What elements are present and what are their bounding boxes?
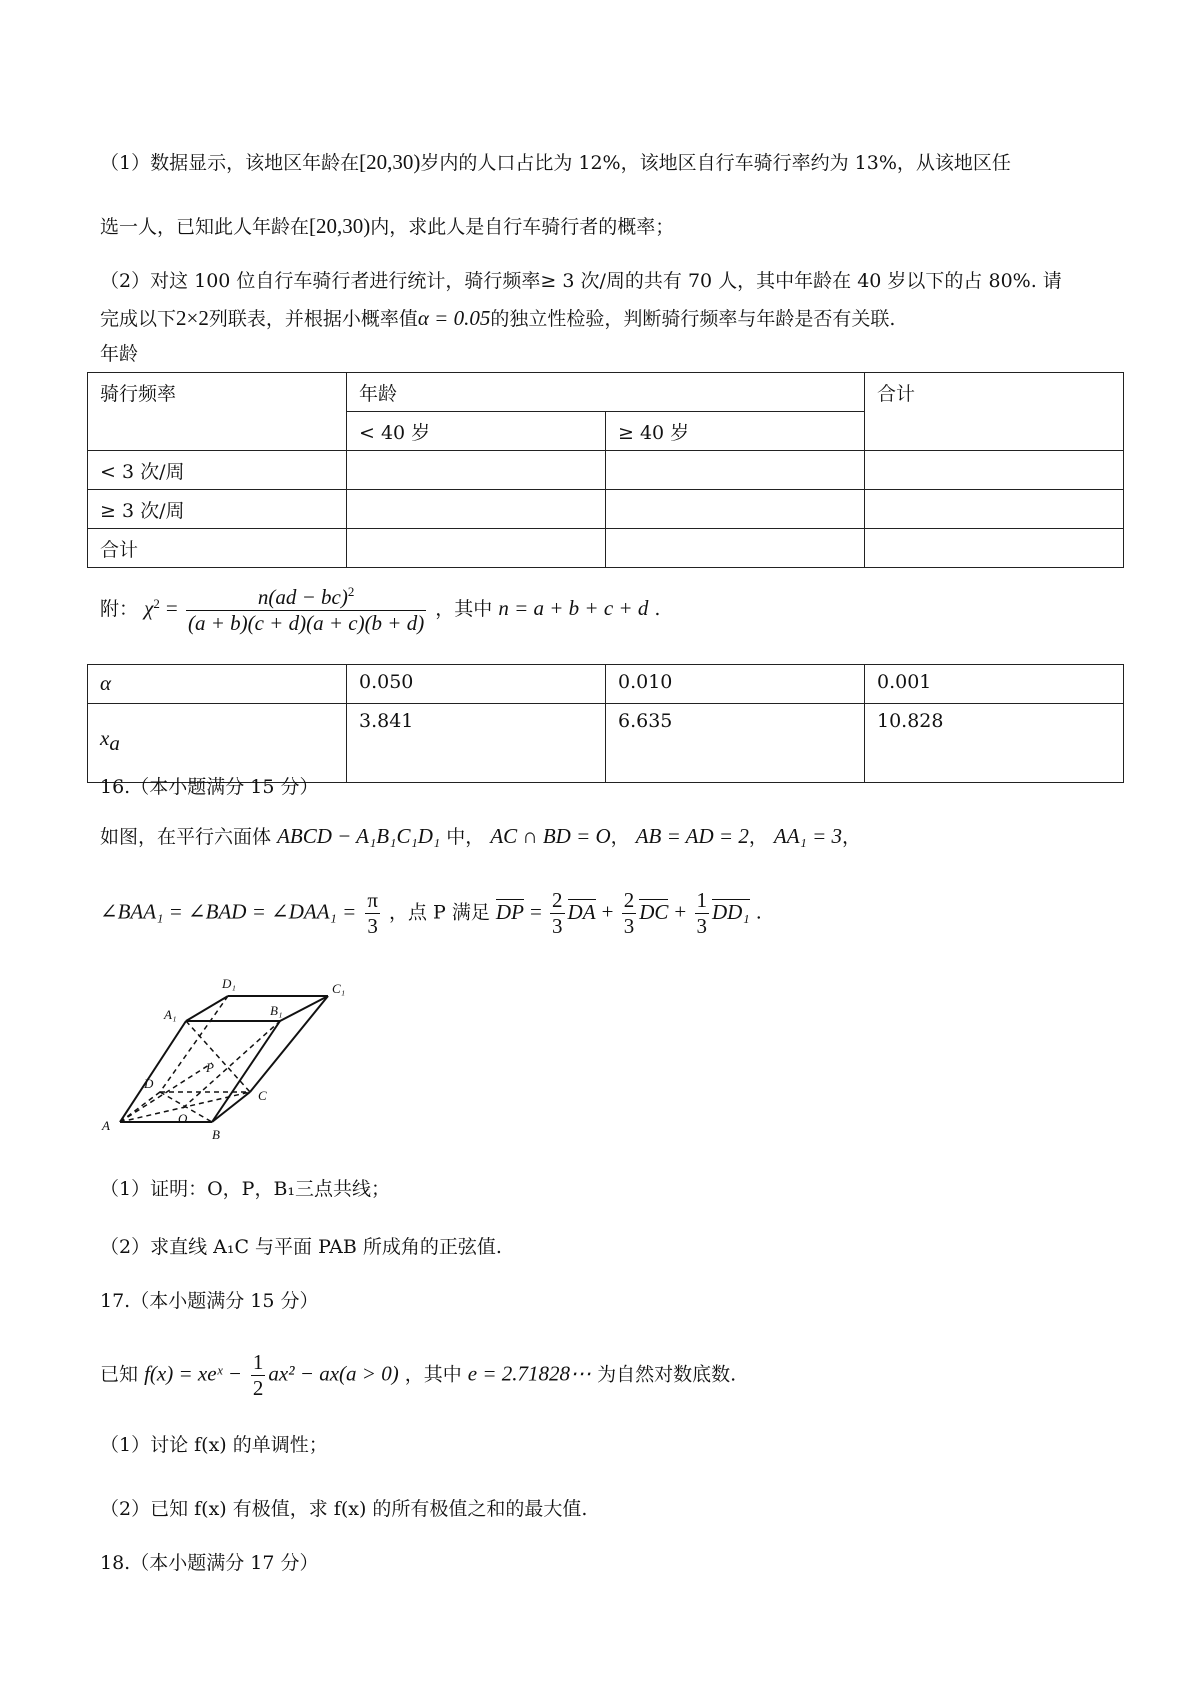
coef-two-thirds: $\frac{2}{3}$: [552, 888, 563, 939]
edge-a-a1: [120, 1021, 186, 1122]
q15-part2-line1: （2）对这 100 位自行车骑行者进行统计，骑行频率≥ 3 次/周的共有 70 人，其中年龄在 40 岁以下的占 80%. 请: [100, 270, 1062, 292]
q16-cond-1: AC ∩ BD = O: [490, 824, 611, 848]
q17-given: [100, 1350, 736, 1401]
critical-value: 3.841: [347, 704, 606, 783]
q16-title: 16.（本小题满分 15 分）: [100, 776, 319, 798]
q16-intro-text: 如图，在平行六面体: [100, 826, 272, 848]
q15-part2-text-2: 列联表，并根据小概率值: [208, 308, 418, 330]
q16-intro: 如图，在平行六面体 ABCD − A₁B₁C₁D₁ 中， AC ∩ BD = O， AB = AD = 2， AA₁ = 3，: [100, 824, 862, 848]
q15-part2-text-1: 完成以下: [100, 308, 177, 330]
label-o: O: [178, 1111, 188, 1126]
vector-dp: DP: [495, 899, 524, 924]
q15-part1-text-c: 选一人，已知此人年龄在: [100, 216, 310, 238]
q15-part2-line2: [100, 306, 895, 331]
chi-square-formula: 附： $\chi^2$ = $\frac{n(ad - bc)^2}{(a + b)(c + d)(a + c)(b + d)}$ ，其中 n = a + b + c + d .: [100, 584, 661, 636]
q15-part1-text-d: 内，求此人是自行车骑行者的概率；: [370, 216, 675, 238]
q17-fx-rest: ax² − ax(a > 0): [268, 1361, 399, 1386]
coef-two-thirds: $\frac{2}{3}$: [623, 888, 635, 939]
q16-point-text: ，点 P 满足: [388, 901, 490, 924]
coef-one-third: $\frac{1}{3}$: [696, 888, 708, 939]
q16-part2: （2）求直线 A₁C 与平面 PAB 所成角的正弦值.: [100, 1236, 502, 1258]
appendix-label: 附：: [100, 598, 139, 621]
q17-given-text: 已知: [100, 1363, 139, 1386]
critical-value-table: [87, 664, 1124, 783]
table-cell: [865, 529, 1124, 568]
label-b1: B₁: [270, 1003, 283, 1018]
chi-symbol: χ: [144, 596, 154, 621]
q17-fx: f(x) = xeˣ −: [144, 1361, 242, 1386]
label-c: C: [258, 1088, 267, 1103]
table-cell: [606, 490, 865, 529]
vector-dd1: DD₁: [712, 899, 750, 924]
table-cell: [606, 529, 865, 568]
chi-numerator: n(ad − bc)$^2$: [186, 584, 426, 611]
x-alpha-label: $x_a$: [88, 704, 347, 783]
label-b: B: [212, 1127, 220, 1142]
critical-value: 6.635: [606, 704, 865, 783]
table-cell: [865, 490, 1124, 529]
q15-part1-text-a: （1）数据显示，该地区年龄在: [100, 152, 360, 174]
euler-constant: e = 2.71828⋯: [467, 1361, 592, 1386]
formula-n: n = a + b + c + d: [498, 596, 649, 621]
header-total: 合计: [865, 373, 1124, 451]
q15-part1-text-b: 岁内的人口占比为 12%，该地区自行车骑行率约为 13%，从该地区任: [420, 152, 1011, 174]
parallelepiped-figure: [100, 975, 360, 1150]
edge-b-b1: [212, 1021, 280, 1122]
edge-a1-d1: [186, 996, 228, 1021]
q17-given-text-3: 为自然对数底数.: [597, 1363, 737, 1386]
chi-denominator: (a + b)(c + d)(a + c)(b + d): [187, 611, 425, 636]
q16-cond-2: AB = AD = 2: [635, 824, 749, 848]
q15-part1-line2: [100, 214, 674, 239]
row-label-3-plus: ≥ 3 次/周: [88, 490, 347, 529]
q16-part1: （1）证明：O，P，B₁三点共线；: [100, 1178, 391, 1200]
header-frequency: 骑行频率: [88, 373, 347, 451]
header-under-40: < 40 岁: [347, 412, 606, 451]
table-cell: [865, 451, 1124, 490]
q15-alpha-value: α = 0.05: [417, 306, 491, 330]
table-cell: [347, 529, 606, 568]
q15-part2-text-3: 的独立性检验，判断骑行频率与年龄是否有关联.: [490, 308, 896, 330]
critical-value: 10.828: [865, 704, 1124, 783]
q15-interval-repeat: [20,30): [309, 214, 371, 238]
alpha-label: α: [88, 665, 347, 704]
q17-part1: （1）讨论 f(x) 的单调性；: [100, 1434, 328, 1456]
q15-table-size: 2×2: [176, 306, 209, 330]
row-label-under-3: < 3 次/周: [88, 451, 347, 490]
formula-tail-1: ，其中: [435, 598, 493, 621]
table-cell: [347, 490, 606, 529]
q17-part2: （2）已知 f(x) 有极值，求 f(x) 的所有极值之和的最大值.: [100, 1498, 588, 1520]
alpha-value: 0.001: [865, 665, 1124, 704]
edge-b1-c1: [280, 996, 328, 1021]
segment-a1-c: [186, 1021, 250, 1092]
label-d: D: [144, 1076, 154, 1091]
alpha-value: 0.050: [347, 665, 606, 704]
chi-fraction: [186, 584, 426, 636]
q16-angles-line: ∠BAA₁ = ∠BAD = ∠DAA₁ = $\frac{\pi}{3}$ ，点 P 满足 DP = $\frac{2}{3}$ DA + $\frac{2}{3}$ DC + $\frac{1}{3}$ DD₁ .: [100, 888, 762, 939]
q18-title: 18.（本小题满分 17 分）: [100, 1552, 319, 1574]
q15-age-label: 年龄: [100, 343, 139, 365]
row-label-total: 合计: [88, 529, 347, 568]
formula-tail-2: .: [654, 598, 661, 621]
table-cell: [606, 451, 865, 490]
label-c1: C₁: [332, 981, 346, 996]
label-d1: D₁: [222, 976, 236, 991]
vector-da: DA: [567, 899, 596, 924]
label-a: A: [102, 1118, 110, 1133]
label-p: P: [206, 1060, 214, 1075]
edge-b-c: [212, 1092, 250, 1122]
pi-over-3: $\frac{\pi}{3}$: [367, 888, 378, 939]
one-half: $\frac{1}{2}$: [252, 1350, 264, 1401]
q16-intro-text-2: 中，: [446, 826, 485, 848]
q15-interval: [20,30): [359, 150, 421, 174]
label-a1: A₁: [164, 1007, 177, 1022]
table-cell: [347, 451, 606, 490]
contingency-table: [87, 372, 1124, 568]
header-40-plus: ≥ 40 岁: [606, 412, 865, 451]
header-age: 年龄: [347, 373, 865, 412]
q16-cond-3: AA₁ = 3: [773, 824, 843, 848]
alpha-value: 0.010: [606, 665, 865, 704]
edge-c-c1: [250, 996, 328, 1092]
q16-angles: ∠BAA₁ = ∠BAD = ∠DAA₁ =: [100, 899, 357, 924]
q17-given-text-2: ，其中: [404, 1363, 462, 1386]
q17-title: 17.（本小题满分 15 分）: [100, 1290, 319, 1312]
vector-dc: DC: [639, 899, 669, 924]
q16-solid: ABCD − A₁B₁C₁D₁: [277, 824, 441, 848]
q15-part1-line1: [100, 150, 1011, 175]
